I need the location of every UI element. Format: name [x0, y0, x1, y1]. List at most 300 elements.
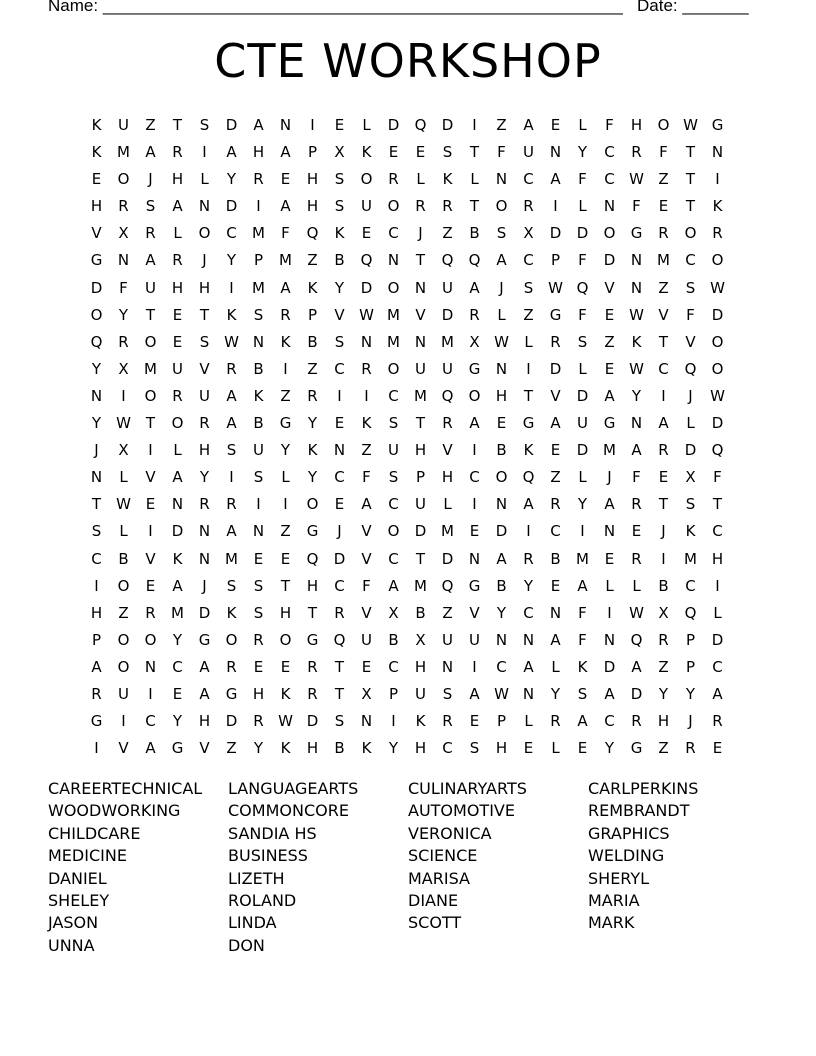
grid-letter: T	[415, 414, 426, 433]
grid-letter: E	[172, 332, 183, 351]
grid-letter: P	[496, 712, 507, 731]
grid-letter: A	[523, 657, 534, 676]
grid-letter: A	[145, 251, 156, 270]
grid-letter: G	[711, 116, 724, 134]
grid-letter: R	[631, 143, 642, 162]
grid-letter: X	[658, 603, 669, 622]
grid-letter: R	[550, 712, 561, 731]
word-bank-item: LANGUAGEARTS	[228, 779, 359, 798]
grid-letter: U	[118, 116, 129, 134]
grid-letter: D	[90, 278, 103, 297]
grid-letter: U	[442, 630, 453, 649]
grid-letter: M	[603, 441, 616, 460]
grid-letter: F	[578, 305, 587, 324]
grid-letter: C	[496, 657, 507, 676]
grid-letter: U	[577, 414, 588, 433]
grid-letter: N	[198, 197, 211, 216]
grid-letter: D	[387, 116, 400, 134]
grid-letter: F	[686, 305, 695, 324]
word-bank-item: REMBRANDT	[588, 801, 690, 821]
grid-letter: R	[172, 251, 183, 270]
grid-letter: X	[523, 224, 534, 243]
grid-letter: D	[306, 712, 319, 731]
grid-letter: U	[442, 278, 453, 297]
grid-letter: L	[632, 576, 641, 595]
grid-letter: Y	[523, 576, 534, 595]
grid-letter: U	[388, 441, 399, 460]
grid-letter: H	[306, 197, 319, 216]
grid-letter: Q	[414, 116, 427, 134]
grid-letter: O	[711, 251, 724, 270]
grid-letter: C	[550, 522, 561, 541]
grid-letter: H	[279, 603, 292, 622]
grid-letter: H	[171, 278, 184, 297]
grid-letter: E	[280, 549, 291, 568]
grid-letter: Z	[226, 739, 237, 758]
grid-letter: E	[361, 224, 372, 243]
grid-letter: A	[388, 576, 399, 595]
word-bank-item: WOODWORKING	[48, 801, 181, 821]
grid-letter: X	[388, 603, 399, 622]
grid-letter: W	[629, 359, 644, 378]
grid-letter: A	[91, 657, 102, 676]
grid-letter: G	[468, 359, 481, 378]
grid-letter: L	[605, 576, 614, 595]
word-bank-item: MARISA	[408, 868, 470, 888]
grid-letter: D	[576, 441, 589, 460]
grid-letter: T	[658, 332, 669, 351]
grid-letter: B	[550, 549, 561, 568]
grid-letter: A	[469, 414, 480, 433]
grid-letter: A	[577, 576, 588, 595]
grid-letter: P	[685, 630, 696, 649]
grid-letter: J	[418, 224, 423, 243]
grid-letter: K	[442, 170, 453, 189]
word-bank	[48, 778, 768, 957]
grid-letter: U	[145, 278, 156, 297]
grid-letter: G	[306, 522, 319, 541]
grid-letter: E	[604, 305, 615, 324]
grid-letter: S	[253, 576, 264, 595]
word-bank-item: LINDA	[228, 913, 277, 933]
grid-letter: S	[199, 116, 210, 134]
grid-letter: M	[414, 386, 427, 405]
grid-letter: Y	[496, 603, 507, 622]
word-bank-item: DANIEL	[48, 868, 107, 888]
grid-letter: E	[334, 495, 345, 514]
grid-letter: G	[630, 739, 643, 758]
grid-letter: G	[198, 630, 211, 649]
grid-letter: O	[603, 224, 616, 243]
grid-letter: E	[712, 739, 723, 758]
grid-letter: G	[225, 684, 238, 703]
grid-letter: N	[468, 549, 481, 568]
grid-letter: T	[469, 197, 480, 216]
grid-letter: G	[468, 576, 481, 595]
grid-letter: I	[580, 522, 585, 541]
grid-letter: N	[360, 712, 373, 731]
grid-letter: B	[334, 251, 345, 270]
grid-letter: U	[172, 359, 183, 378]
grid-letter: I	[472, 495, 477, 514]
page-title: CTE WORKSHOP	[214, 34, 602, 88]
grid-letter: H	[657, 712, 670, 731]
grid-letter: A	[604, 684, 615, 703]
grid-letter: U	[253, 441, 264, 460]
grid-letter: K	[253, 386, 264, 405]
grid-letter: D	[549, 224, 562, 243]
grid-letter: C	[442, 739, 453, 758]
grid-letter: S	[685, 278, 696, 297]
grid-letter: I	[472, 116, 477, 134]
grid-letter: M	[225, 549, 238, 568]
grid-letter: B	[253, 414, 264, 433]
grid-letter: E	[469, 522, 480, 541]
grid-letter: K	[226, 305, 237, 324]
grid-letter: S	[388, 414, 399, 433]
grid-letter: M	[171, 603, 184, 622]
grid-letter: U	[361, 630, 372, 649]
grid-letter: L	[524, 332, 533, 351]
grid-letter: N	[252, 332, 265, 351]
grid-letter: G	[90, 712, 103, 731]
grid-letter: R	[280, 305, 291, 324]
grid-letter: I	[256, 495, 261, 514]
grid-letter: I	[661, 549, 666, 568]
grid-letter: W	[710, 278, 725, 297]
grid-letter: E	[550, 441, 561, 460]
grid-letter: V	[685, 332, 696, 351]
grid-letter: F	[713, 468, 722, 487]
grid-letter: M	[414, 576, 427, 595]
grid-letter: R	[631, 712, 642, 731]
grid-letter: E	[253, 549, 264, 568]
grid-letter: E	[334, 116, 345, 134]
grid-letter: E	[172, 305, 183, 324]
grid-letter: O	[117, 576, 130, 595]
grid-letter: D	[603, 251, 616, 270]
grid-letter: R	[199, 414, 210, 433]
grid-letter: D	[360, 278, 373, 297]
grid-letter: R	[631, 549, 642, 568]
grid-letter: C	[685, 576, 696, 595]
grid-letter: L	[578, 359, 587, 378]
grid-letter: D	[711, 305, 724, 324]
grid-letter: R	[307, 386, 318, 405]
grid-letter: K	[280, 739, 291, 758]
grid-letter: R	[334, 603, 345, 622]
word-bank-item: CULINARYARTS	[408, 779, 527, 798]
grid-letter: I	[661, 386, 666, 405]
grid-letter: R	[658, 441, 669, 460]
grid-letter: A	[604, 495, 615, 514]
grid-letter: U	[442, 359, 453, 378]
grid-letter: Z	[604, 332, 615, 351]
grid-letter: M	[387, 332, 400, 351]
grid-letter: E	[361, 657, 372, 676]
word-bank-item: DIANE	[408, 890, 459, 910]
grid-letter: E	[550, 576, 561, 595]
grid-letter: A	[469, 278, 480, 297]
grid-letter: R	[172, 143, 183, 162]
grid-letter: F	[578, 170, 587, 189]
grid-letter: R	[226, 657, 237, 676]
grid-letter: C	[388, 657, 399, 676]
grid-letter: F	[362, 468, 371, 487]
grid-letter: O	[711, 359, 724, 378]
grid-letter: D	[171, 522, 184, 541]
grid-letter: N	[414, 332, 427, 351]
grid-letter: L	[497, 305, 506, 324]
grid-letter: P	[307, 305, 318, 324]
grid-letter: K	[712, 197, 723, 216]
grid-letter: S	[469, 739, 480, 758]
grid-letter: X	[469, 332, 480, 351]
grid-letter: S	[253, 305, 264, 324]
grid-letter: T	[199, 305, 210, 324]
grid-letter: Y	[91, 414, 102, 433]
grid-letter: I	[229, 468, 234, 487]
grid-letter: T	[172, 116, 183, 134]
grid-letter: V	[91, 224, 102, 243]
grid-letter: T	[523, 386, 534, 405]
word-bank-item: LIZETH	[228, 868, 285, 888]
grid-letter: V	[145, 549, 156, 568]
grid-letter: B	[388, 630, 399, 649]
grid-letter: T	[685, 197, 696, 216]
grid-letter: I	[283, 495, 288, 514]
grid-letter: A	[172, 468, 183, 487]
grid-letter: O	[387, 197, 400, 216]
grid-letter: I	[148, 684, 153, 703]
grid-letter: H	[495, 739, 508, 758]
grid-letter: C	[523, 251, 534, 270]
grid-letter: A	[226, 414, 237, 433]
grid-letter: Q	[333, 630, 346, 649]
grid-letter: Y	[280, 441, 291, 460]
grid-letter: H	[198, 712, 211, 731]
grid-letter: A	[361, 495, 372, 514]
grid-letter: L	[578, 116, 587, 134]
grid-letter: S	[334, 332, 345, 351]
grid-letter: V	[361, 603, 372, 622]
grid-letter: O	[117, 657, 130, 676]
grid-letter: D	[576, 386, 589, 405]
grid-letter: Y	[550, 684, 561, 703]
grid-letter: A	[280, 143, 291, 162]
grid-letter: N	[603, 630, 616, 649]
grid-letter: K	[91, 116, 102, 134]
grid-letter: Z	[361, 441, 372, 460]
grid-letter: U	[361, 197, 372, 216]
grid-letter: V	[469, 603, 480, 622]
grid-letter: Q	[576, 278, 589, 297]
grid-letter: R	[253, 170, 264, 189]
grid-letter: K	[334, 224, 345, 243]
grid-letter: G	[90, 251, 103, 270]
grid-letter: E	[280, 170, 291, 189]
grid-letter: K	[226, 603, 237, 622]
grid-letter: Z	[442, 224, 453, 243]
grid-letter: E	[415, 143, 426, 162]
grid-letter: K	[523, 441, 534, 460]
grid-letter: I	[256, 197, 261, 216]
grid-letter: R	[145, 603, 156, 622]
grid-letter: B	[469, 224, 480, 243]
grid-letter: H	[414, 739, 427, 758]
grid-letter: R	[145, 224, 156, 243]
grid-letter: N	[198, 549, 211, 568]
grid-letter: V	[442, 441, 453, 460]
grid-letter: Y	[334, 278, 345, 297]
grid-letter: O	[468, 386, 481, 405]
grid-letter: Z	[550, 468, 561, 487]
grid-letter: I	[283, 359, 288, 378]
grid-letter: D	[225, 116, 238, 134]
grid-letter: E	[604, 359, 615, 378]
grid-letter: J	[94, 441, 99, 460]
grid-letter: O	[495, 197, 508, 216]
grid-letter: W	[683, 116, 698, 134]
grid-letter: N	[117, 251, 130, 270]
grid-letter: Q	[468, 251, 481, 270]
grid-letter: Q	[441, 251, 454, 270]
grid-letter: T	[334, 684, 345, 703]
grid-letter: C	[658, 359, 669, 378]
grid-letter: O	[495, 468, 508, 487]
grid-letter: Q	[630, 630, 643, 649]
grid-letter: N	[630, 414, 643, 433]
grid-letter: C	[604, 712, 615, 731]
grid-letter: U	[415, 495, 426, 514]
grid-letter: H	[306, 170, 319, 189]
grid-letter: A	[172, 576, 183, 595]
grid-letter: H	[630, 116, 643, 134]
grid-letter: T	[469, 143, 480, 162]
grid-letter: N	[495, 170, 508, 189]
grid-letter: R	[118, 332, 129, 351]
grid-letter: I	[94, 576, 99, 595]
grid-letter: Q	[522, 468, 535, 487]
grid-letter: S	[334, 170, 345, 189]
grid-letter: O	[225, 630, 238, 649]
grid-letter: R	[685, 739, 696, 758]
grid-letter: K	[307, 278, 318, 297]
grid-letter: I	[391, 712, 396, 731]
grid-letter: Z	[307, 359, 318, 378]
grid-letter: I	[607, 603, 612, 622]
grid-letter: Z	[658, 739, 669, 758]
grid-letter: E	[658, 197, 669, 216]
grid-letter: N	[522, 684, 535, 703]
grid-letter: F	[578, 603, 587, 622]
grid-letter: R	[307, 684, 318, 703]
grid-letter: D	[549, 359, 562, 378]
grid-letter: N	[495, 495, 508, 514]
grid-letter: P	[388, 684, 399, 703]
grid-letter: K	[361, 414, 372, 433]
grid-letter: R	[226, 359, 237, 378]
word-bank-item: MARK	[588, 913, 635, 933]
grid-letter: Z	[145, 116, 156, 134]
grid-letter: B	[415, 603, 426, 622]
grid-letter: N	[414, 278, 427, 297]
grid-letter: W	[629, 170, 644, 189]
grid-letter: D	[441, 549, 454, 568]
grid-letter: V	[658, 305, 669, 324]
grid-letter: W	[548, 278, 563, 297]
grid-letter: O	[144, 630, 157, 649]
grid-letter: K	[280, 684, 291, 703]
grid-letter: C	[388, 549, 399, 568]
grid-letter: A	[550, 170, 561, 189]
grid-letter: S	[226, 576, 237, 595]
grid-letter: W	[116, 495, 131, 514]
grid-letter: S	[523, 278, 534, 297]
grid-letter: O	[657, 116, 670, 134]
grid-letter: R	[550, 495, 561, 514]
grid-letter: O	[711, 332, 724, 351]
grid-letter: R	[253, 712, 264, 731]
name-label: Name:	[48, 0, 99, 15]
grid-letter: W	[494, 684, 509, 703]
grid-letter: S	[442, 143, 453, 162]
grid-letter: A	[496, 251, 507, 270]
grid-letter: Y	[172, 712, 183, 731]
grid-letter: K	[280, 332, 291, 351]
grid-letter: H	[90, 197, 103, 216]
word-bank-item: MEDICINE	[48, 846, 127, 866]
grid-letter: F	[632, 468, 641, 487]
grid-letter: L	[551, 739, 560, 758]
grid-letter: L	[470, 170, 479, 189]
grid-letter: Q	[306, 549, 319, 568]
grid-letter: W	[629, 603, 644, 622]
grid-letter: A	[172, 197, 183, 216]
grid-letter: S	[388, 468, 399, 487]
grid-letter: A	[523, 495, 534, 514]
grid-letter: W	[629, 305, 644, 324]
grid-letter: Z	[118, 603, 129, 622]
grid-letter: M	[144, 359, 157, 378]
grid-letter: I	[553, 197, 558, 216]
grid-letter: V	[118, 739, 129, 758]
grid-letter: A	[577, 712, 588, 731]
grid-letter: W	[278, 712, 293, 731]
grid-letter: C	[523, 170, 534, 189]
grid-letter: S	[577, 332, 588, 351]
grid-letter: J	[337, 522, 342, 541]
grid-letter: S	[199, 332, 210, 351]
grid-letter: A	[145, 143, 156, 162]
grid-letter: A	[280, 197, 291, 216]
grid-letter: O	[279, 630, 292, 649]
grid-letter: W	[494, 332, 509, 351]
grid-letter: O	[117, 170, 130, 189]
grid-letter: L	[173, 224, 182, 243]
grid-letter: M	[441, 332, 454, 351]
grid-letter: T	[658, 495, 669, 514]
grid-letter: Y	[172, 630, 183, 649]
grid-letter: C	[226, 224, 237, 243]
grid-letter: N	[549, 143, 562, 162]
grid-letter: L	[578, 468, 587, 487]
word-bank-item: SCIENCE	[408, 846, 478, 866]
grid-letter: Q	[360, 251, 373, 270]
grid-letter: T	[145, 305, 156, 324]
grid-letter: N	[360, 332, 373, 351]
grid-letter: F	[578, 251, 587, 270]
